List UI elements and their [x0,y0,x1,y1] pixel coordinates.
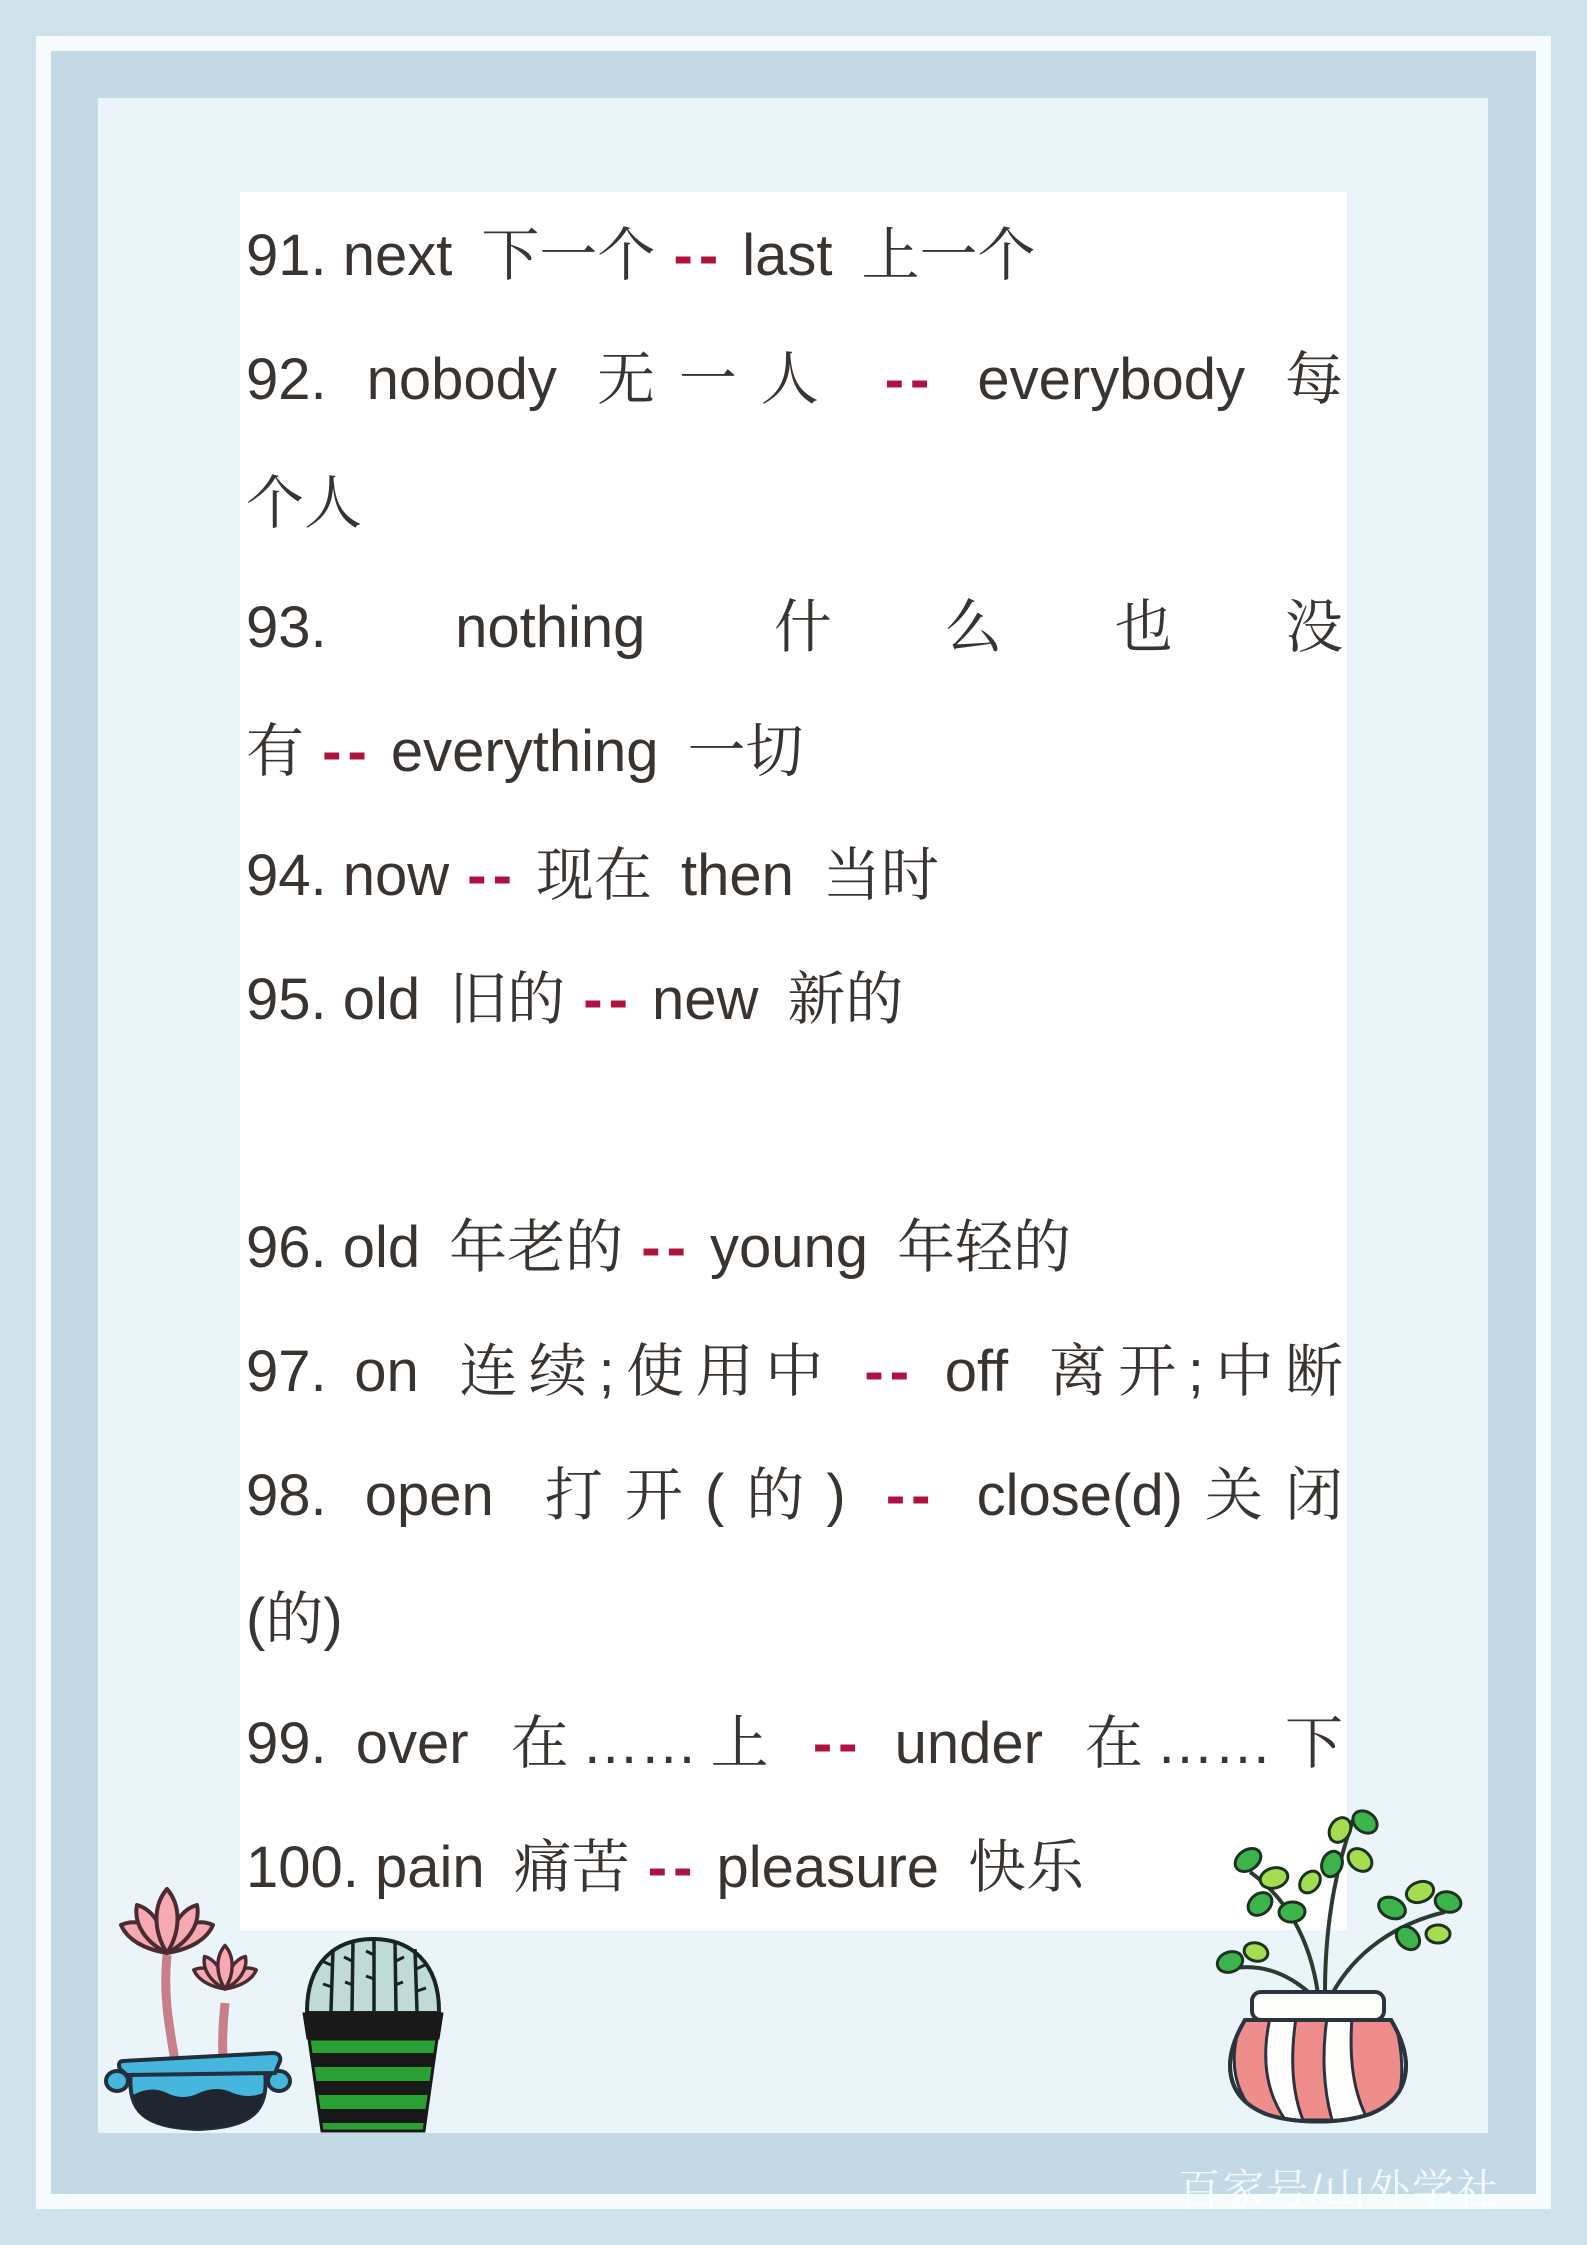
list-line [246,442,1343,566]
list-line-text: 有 [246,719,321,784]
separator-dashes: -- [812,1711,864,1776]
lotus-flower-pot-illustration [103,1865,293,2135]
list-line-text: 现在 then 当时 [519,843,939,908]
blue-pot [106,2053,290,2129]
list-line-text: everything 一切 [374,719,804,784]
lotus-flower-small [194,1945,257,1989]
list-line-text: 92. nobody 无一人 [246,347,883,412]
list-line [246,1186,1343,1310]
list-line-text: under 在……下 [865,1711,1343,1776]
separator-dashes: -- [673,223,725,288]
cactus-pot-rim [303,2013,443,2039]
separator-dashes: -- [467,843,518,908]
list-line [246,1062,1343,1186]
plant-leaves [1214,1806,1463,1975]
list-line [246,1558,1343,1682]
leafy-plant-pot-illustration [1190,1762,1490,2134]
list-line [246,690,1343,814]
cactus-pot-illustration [293,1933,453,2133]
separator-dashes: -- [647,1835,699,1900]
list-line-text: pleasure 快乐 [700,1835,1085,1900]
list-line-text: 94. now [246,843,466,908]
list-line-text: close(d)关闭 [938,1463,1343,1528]
list-line-text: new 新的 [635,967,904,1032]
list-line-text: 99. over 在……上 [246,1711,811,1776]
list-line [246,318,1343,442]
list-line-text: off 离开;中断 [917,1339,1343,1404]
list-line-text: everybody 每 [937,347,1344,412]
list-line [246,1806,1343,1930]
list-line-text: 96. old 年老的 [246,1215,640,1280]
pink-striped-pot [1230,1992,1406,2122]
list-line [246,1434,1343,1558]
list-line-text: (的) [246,1587,343,1652]
list-line [246,566,1343,690]
separator-dashes: -- [583,967,634,1032]
lotus-flower-large [121,1889,213,1953]
separator-dashes: -- [864,1339,916,1404]
word-list [240,192,1347,1930]
list-line [246,1682,1343,1806]
list-line-text: 个人 [246,471,363,536]
list-line-text: 100. pain 痛苦 [246,1835,646,1900]
watermark: 百家号/山外学社 [1178,2166,1500,2213]
separator-dashes: -- [322,719,373,784]
list-line-text: 93. nothing 什么也没 [246,595,1343,660]
list-line-text: last 上一个 [726,223,1036,288]
list-line [246,814,1343,938]
separator-dashes: -- [885,1463,937,1528]
list-line [246,194,1343,318]
list-line-text: 97. on 连续;使用中 [246,1339,863,1404]
separator-dashes: -- [641,1215,692,1280]
list-line-text: 95. old 旧的 [246,967,582,1032]
separator-dashes: -- [884,347,936,412]
list-line-text: 91. next 下一个 [246,223,672,288]
list-line [246,1310,1343,1434]
list-line-text: young 年轻的 [693,1215,1072,1280]
list-line [246,938,1343,1062]
list-line-text: 98. open 打开(的) [246,1463,884,1528]
cactus-pot-stripes [303,2039,443,2133]
